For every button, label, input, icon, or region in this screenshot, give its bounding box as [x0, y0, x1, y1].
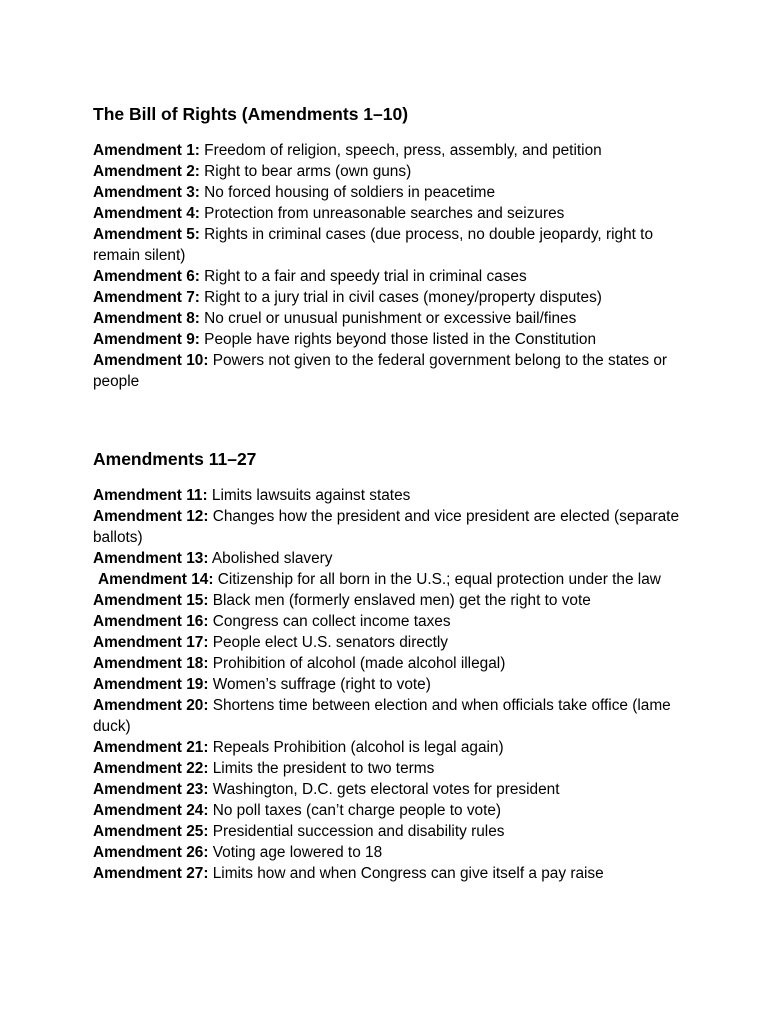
amendment-text: Black men (formerly enslaved men) get the right to vote	[208, 592, 591, 609]
amendment-label: Amendment 24:	[93, 802, 209, 819]
amendment-15-item	[93, 590, 693, 611]
amendment-2-item	[93, 161, 693, 182]
amendment-label: Amendment 2:	[93, 163, 200, 180]
amendment-label: Amendment 26:	[93, 844, 209, 861]
amendment-11-item	[93, 485, 693, 506]
amendment-label: Amendment 6:	[93, 268, 200, 285]
amendment-label: Amendment 19:	[93, 676, 209, 693]
amendment-text: Voting age lowered to 18	[208, 844, 383, 861]
amendment-text: Limits the president to two terms	[208, 760, 435, 777]
amendment-text: Washington, D.C. gets electoral votes for president	[208, 781, 560, 798]
amendment-text: Repeals Prohibition (alcohol is legal again)	[208, 739, 504, 756]
amendment-text: Changes how the president and vice president are elected (separate ballots)	[93, 508, 680, 546]
amendment-5-item	[93, 224, 693, 266]
amendment-19-item	[93, 674, 693, 695]
amendment-text: Right to a jury trial in civil cases (money/property disputes)	[199, 289, 602, 306]
amendment-25-item	[93, 821, 693, 842]
amendment-24-item	[93, 800, 693, 821]
amendment-text: Shortens time between election and when officials take office (lame duck)	[93, 697, 671, 735]
amendment-label: Amendment 12:	[93, 508, 209, 525]
amendment-label: Amendment 11:	[93, 487, 208, 504]
amendment-label: Amendment 5:	[93, 226, 200, 243]
amendment-text: Congress can collect income taxes	[208, 613, 451, 630]
amendment-label: Amendment 27:	[93, 865, 209, 882]
amendment-label: Amendment 22:	[93, 760, 209, 777]
amendment-20-item	[93, 695, 693, 737]
amendment-label: Amendment 21:	[93, 739, 209, 756]
amendment-label: Amendment 16:	[93, 613, 209, 630]
amendment-text: Abolished slavery	[208, 550, 333, 567]
amendment-text: People elect U.S. senators directly	[208, 634, 448, 651]
amendment-label: Amendment 23:	[93, 781, 209, 798]
amendment-text: No cruel or unusual punishment or excessive bail/fines	[199, 310, 577, 327]
amendment-9-item	[93, 329, 693, 350]
amendment-text: Protection from unreasonable searches and seizures	[199, 205, 565, 222]
amendment-label: Amendment 4:	[93, 205, 200, 222]
amendment-4-item	[93, 203, 693, 224]
amendment-18-item	[93, 653, 693, 674]
amendment-text: Freedom of religion, speech, press, assembly, and petition	[199, 142, 602, 159]
amendment-label: Amendment 25:	[93, 823, 209, 840]
amendment-text: No poll taxes (can’t charge people to vote)	[208, 802, 502, 819]
amendment-label: Amendment 8:	[93, 310, 200, 327]
amendment-26-item	[93, 842, 693, 863]
bill-of-rights-section	[93, 101, 693, 392]
amendment-text: Limits how and when Congress can give itself a pay raise	[208, 865, 604, 882]
amendment-text: People have rights beyond those listed in the Constitution	[199, 331, 597, 348]
amendment-list	[93, 140, 693, 392]
amendment-label: Amendment 20:	[93, 697, 209, 714]
amendment-text: Prohibition of alcohol (made alcohol illegal)	[208, 655, 506, 672]
section-title: The Bill of Rights (Amendments 1–10)	[93, 104, 409, 124]
amendment-text: Right to bear arms (own guns)	[199, 163, 412, 180]
amendment-10-item	[93, 350, 693, 392]
amendment-3-item	[93, 182, 693, 203]
amendment-list	[93, 485, 693, 884]
amendment-label: Amendment 3:	[93, 184, 200, 201]
amendment-text: Right to a fair and speedy trial in criminal cases	[199, 268, 527, 285]
amendment-text: No forced housing of soldiers in peacetime	[199, 184, 496, 201]
amendment-7-item	[93, 287, 693, 308]
amendment-label: Amendment 17:	[93, 634, 209, 651]
amendment-text: Presidential succession and disability rules	[208, 823, 505, 840]
amendment-label: Amendment 7:	[93, 289, 200, 306]
amendment-label: Amendment 14:	[98, 571, 214, 588]
amendment-text: Rights in criminal cases (due process, no double jeopardy, right to remain silent)	[93, 226, 654, 264]
amendment-17-item	[93, 632, 693, 653]
amendments-11-27-section	[93, 446, 693, 884]
amendment-14-item	[93, 569, 693, 590]
amendment-27-item	[93, 863, 693, 884]
amendment-text: Powers not given to the federal government belong to the states or people	[93, 352, 668, 390]
amendment-label: Amendment 18:	[93, 655, 209, 672]
amendment-12-item	[93, 506, 693, 548]
amendment-label: Amendment 13:	[93, 550, 209, 567]
section-title: Amendments 11–27	[93, 449, 257, 469]
amendment-6-item	[93, 266, 693, 287]
amendment-23-item	[93, 779, 693, 800]
amendment-1-item	[93, 140, 693, 161]
amendment-label: Amendment 10:	[93, 352, 209, 369]
amendment-8-item	[93, 308, 693, 329]
amendment-21-item	[93, 737, 693, 758]
amendment-label: Amendment 9:	[93, 331, 200, 348]
document-page	[93, 101, 693, 884]
amendment-22-item	[93, 758, 693, 779]
amendment-label: Amendment 15:	[93, 592, 209, 609]
amendment-text: Citizenship for all born in the U.S.; equal protection under the law	[213, 571, 661, 588]
amendment-label: Amendment 1:	[93, 142, 200, 159]
amendment-text: Limits lawsuits against states	[207, 487, 411, 504]
amendment-text: Women’s suffrage (right to vote)	[208, 676, 431, 693]
amendment-16-item	[93, 611, 693, 632]
amendment-13-item	[93, 548, 693, 569]
